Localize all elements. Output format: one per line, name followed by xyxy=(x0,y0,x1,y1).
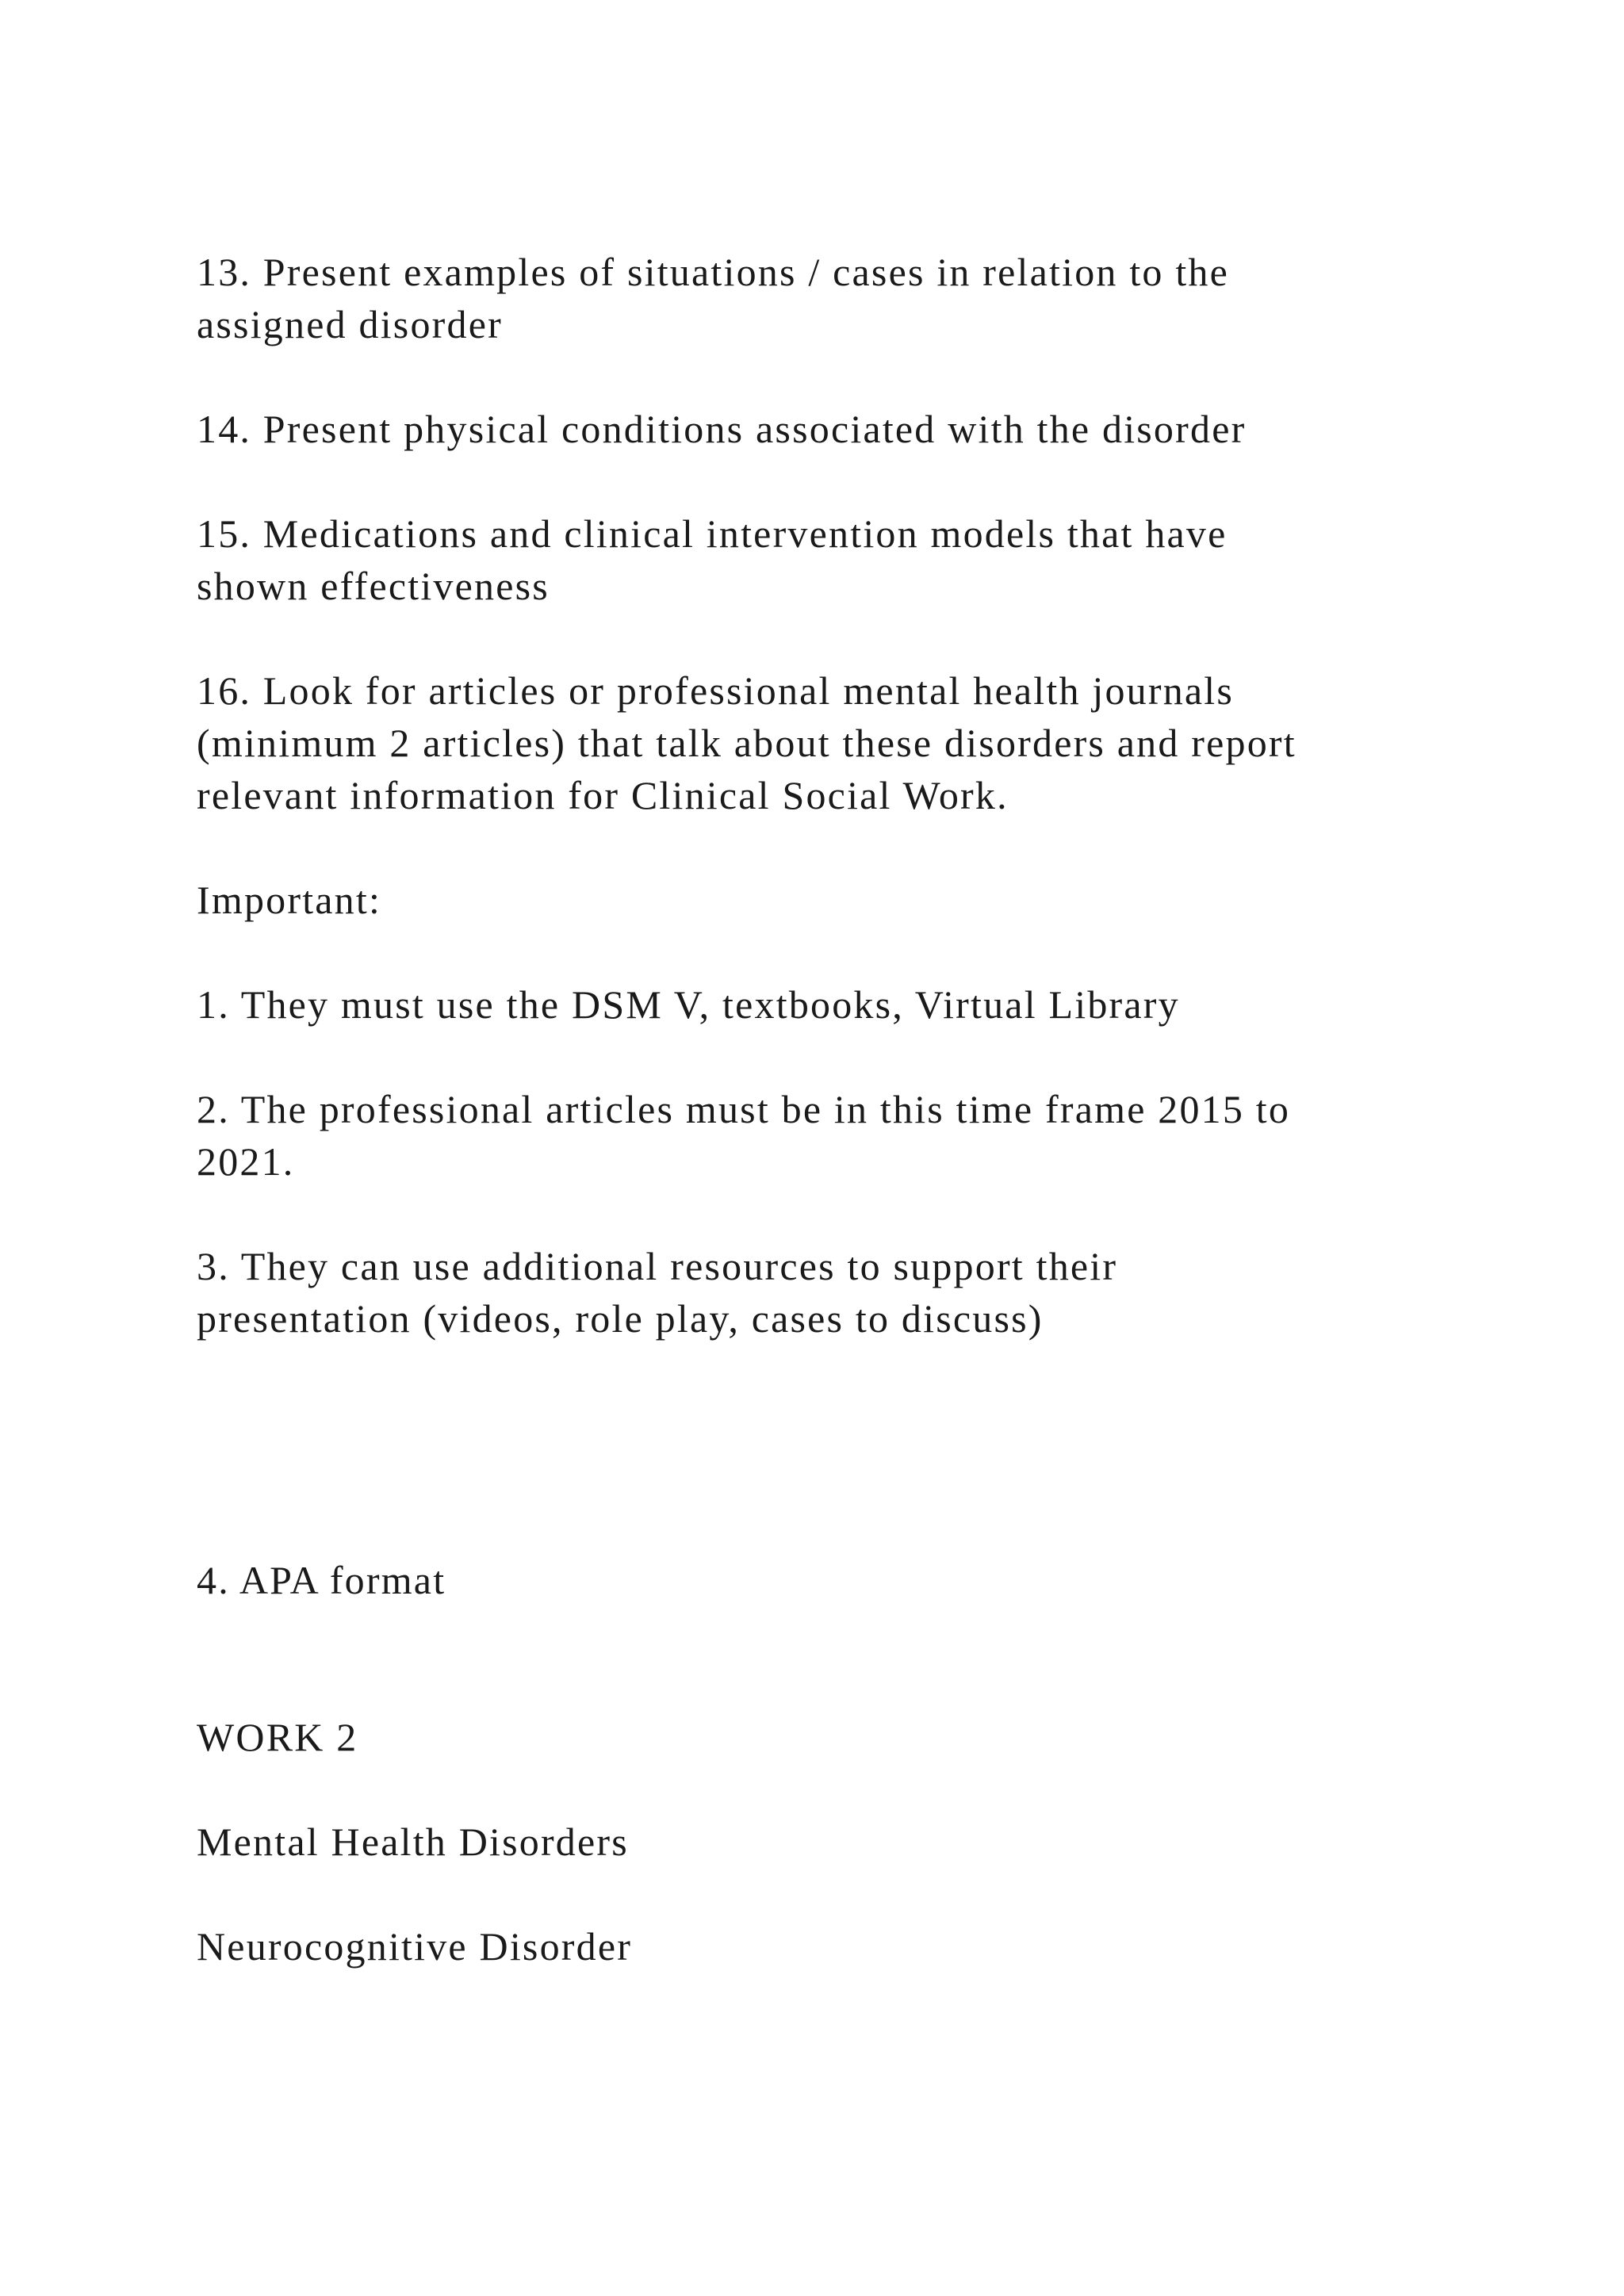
paragraph-item-14: 14. Present physical conditions associated with the disorder xyxy=(197,407,1247,451)
paragraph-item-13: 13. Present examples of situations / cases in relation to the assigned disorder xyxy=(197,250,1229,346)
subheading-mental-health-disorders: Mental Health Disorders xyxy=(197,1820,629,1864)
subheading-neurocognitive-disorder: Neurocognitive Disorder xyxy=(197,1924,633,1969)
important-item-3: 3. They can use additional resources to support their presentation (videos, role play, cases to discuss) xyxy=(197,1244,1118,1341)
important-heading: Important: xyxy=(197,878,382,922)
paragraph-item-15: 15. Medications and clinical intervention models that have shown effectiveness xyxy=(197,511,1228,608)
section-heading-work-2: WORK 2 xyxy=(197,1715,358,1759)
important-item-1: 1. They must use the DSM V, textbooks, Virtual Library xyxy=(197,982,1180,1027)
paragraph-item-16: 16. Look for articles or professional mental health journals (minimum 2 articles) that talk about these disorders and report relevant information for Clinical Social Work. xyxy=(197,668,1297,817)
important-item-4: 4. APA format xyxy=(197,1558,446,1602)
important-item-2: 2. The professional articles must be in this time frame 2015 to 2021. xyxy=(197,1087,1291,1184)
